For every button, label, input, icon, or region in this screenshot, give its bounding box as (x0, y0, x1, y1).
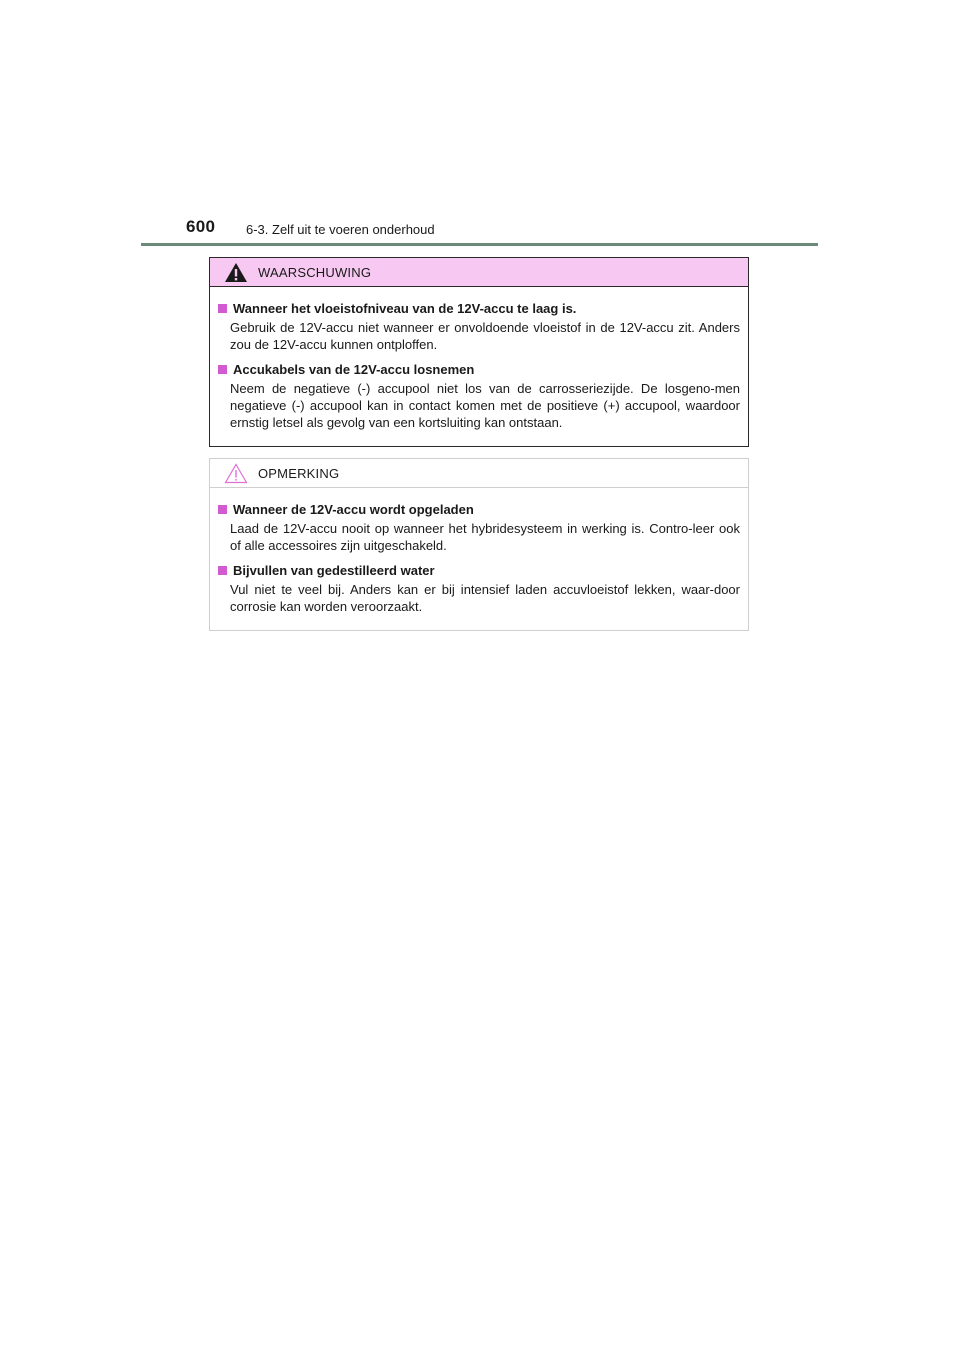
warning-triangle-icon (224, 262, 248, 283)
caution-triangle-icon (224, 463, 248, 484)
notice-item (218, 562, 740, 615)
notice-header (210, 459, 748, 488)
warning-header (210, 258, 748, 287)
section-title: 6-3. Zelf uit te voeren onderhoud (246, 222, 435, 237)
notice-box (209, 458, 749, 631)
bullet-square-icon (218, 566, 227, 575)
notice-item (218, 501, 740, 554)
notice-item-title: Wanneer de 12V-accu wordt opgeladen (233, 502, 474, 517)
warning-body (210, 287, 748, 431)
bullet-square-icon (218, 304, 227, 313)
warning-item-text: Gebruik de 12V-accu niet wanneer er onvoldoende vloeistof in de 12V-accu zit. Anders zou de 12V-accu kunnen ontploffen. (230, 320, 740, 352)
warning-title: WAARSCHUWING (258, 264, 372, 280)
header-divider (141, 243, 818, 246)
warning-item (218, 300, 740, 353)
warning-item-title: Accukabels van de 12V-accu losnemen (233, 362, 475, 377)
notice-item-title: Bijvullen van gedestilleerd water (233, 563, 435, 578)
notice-item-text: Vul niet te veel bij. Anders kan er bij intensief laden accuvloeistof lekken, waar-door corrosie kan worden veroorzaakt. (230, 582, 740, 614)
warning-item-title: Wanneer het vloeistofniveau van de 12V-accu te laag is. (233, 301, 577, 316)
notice-title: OPMERKING (258, 465, 340, 481)
bullet-square-icon (218, 365, 227, 374)
notice-item-text: Laad de 12V-accu nooit op wanneer het hybridesysteem in werking is. Contro-leer ook of alle accessoires zijn uitgeschakeld. (230, 521, 740, 553)
warning-item-text: Neem de negatieve (-) accupool niet los van de carrosseriezijde. De losgeno-men negatieve (-) accupool kan in contact komen met de positieve (+) accupool, waardoor ernstig letsel als gevolg van een kortsluiting kan ontstaan. (230, 381, 740, 430)
bullet-square-icon (218, 505, 227, 514)
warning-box (209, 257, 749, 447)
warning-item (218, 361, 740, 431)
page-number: 600 (186, 217, 216, 236)
notice-body (210, 488, 748, 615)
